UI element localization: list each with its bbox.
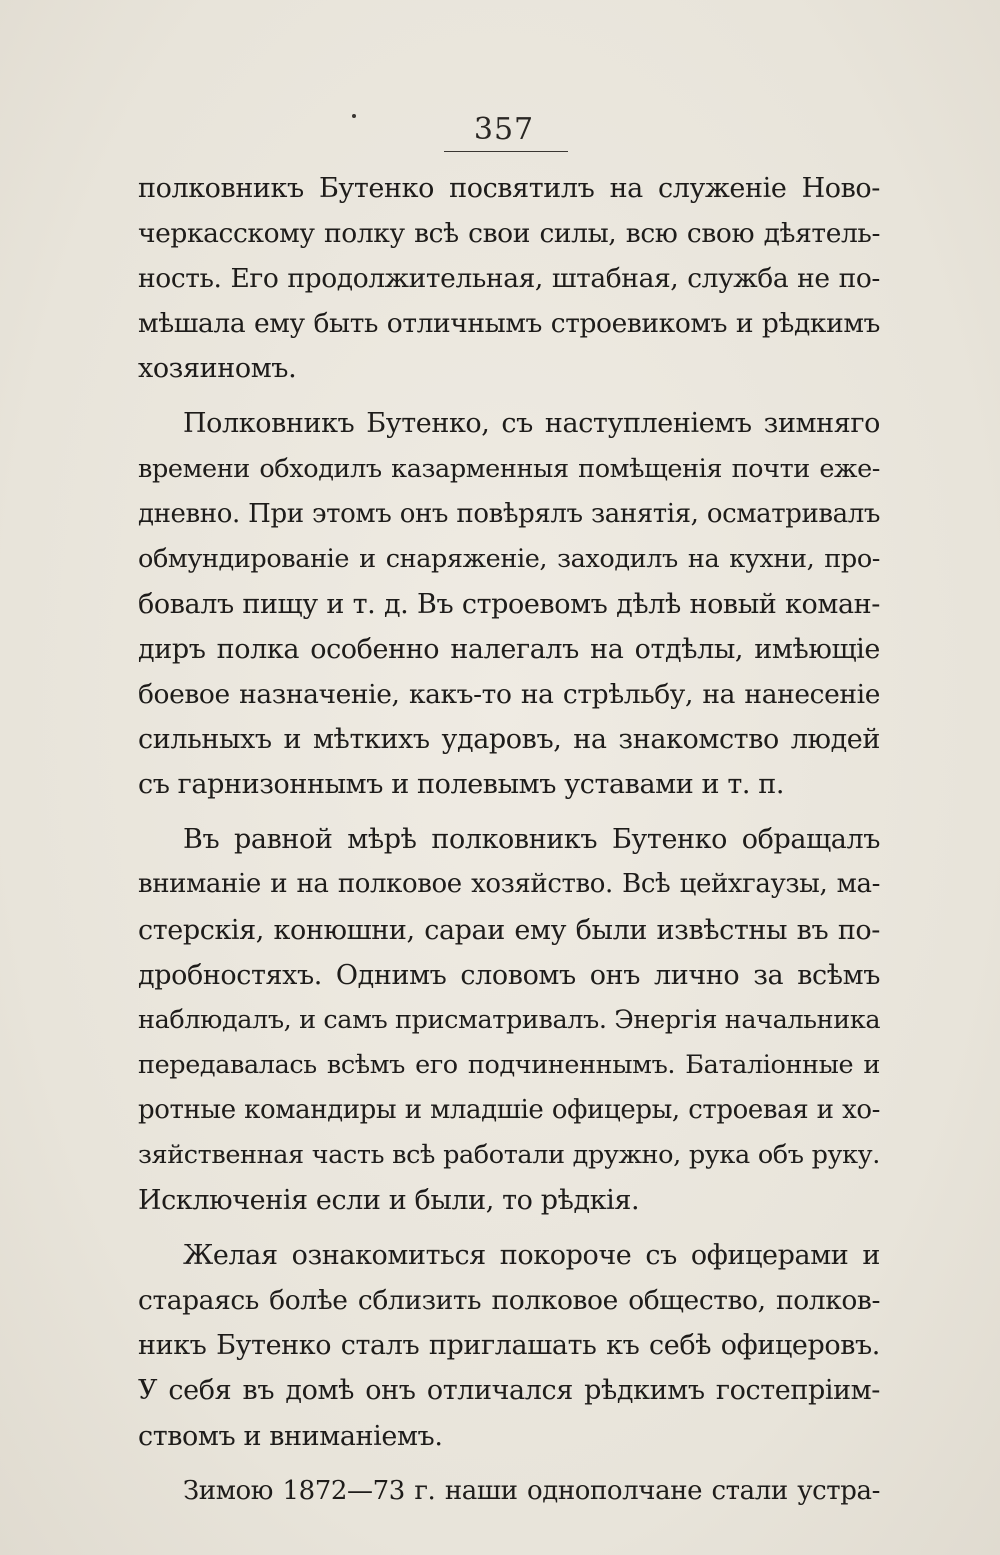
text-line: черкасскому полку всѣ свои силы, всю свою дѣятель- — [138, 218, 880, 250]
text-line: никъ Бутенко сталъ приглашать къ себѣ офицеровъ. — [138, 1330, 880, 1362]
page-number-rule — [444, 151, 568, 152]
text-line: съ гарнизоннымъ и полевымъ уставами и т. п. — [138, 769, 785, 801]
text-line: ствомъ и вниманіемъ. — [138, 1420, 443, 1452]
text-line: бовалъ пищу и т. д. Въ строевомъ дѣлѣ новый коман- — [138, 588, 880, 620]
text-line: диръ полка особенно налегалъ на отдѣлы, имѣющіе — [138, 633, 880, 665]
text-line: Исключенія если и были, то рѣдкія. — [138, 1185, 640, 1217]
paragraph-gap — [138, 391, 880, 401]
paragraph-gap — [138, 807, 880, 817]
text-line: стараясь болѣе сблизить полковое общество, полков- — [138, 1285, 880, 1317]
text-line: вниманіе и на полковое хозяйство. Всѣ цейхгаузы, ма- — [138, 869, 880, 900]
body-text — [138, 166, 880, 1514]
paragraph-gap — [138, 1223, 880, 1233]
text-line: дробностяхъ. Однимъ словомъ онъ лично за всѣмъ — [138, 959, 880, 991]
text-line: боевое назначеніе, какъ-то на стрѣльбу, на нанесеніе — [138, 679, 880, 711]
text-line: ность. Его продолжительная, штабная, служба не по- — [138, 263, 880, 295]
text-line: наблюдалъ, и самъ присматривалъ. Энергія начальника — [138, 1004, 881, 1035]
text-line: сильныхъ и мѣткихъ ударовъ, на знакомство людей — [138, 724, 880, 756]
text-line: полковникъ Бутенко посвятилъ на служеніе Ново- — [138, 173, 880, 204]
text-line: стерскія, конюшни, сараи ему были извѣстны въ по- — [138, 914, 880, 946]
text-line: зяйственная часть всѣ работали дружно, рука объ руку. — [138, 1139, 880, 1170]
text-line: передавалась всѣмъ его подчиненнымъ. Баталіонные и — [138, 1049, 880, 1080]
text-line: Полковникъ Бутенко, съ наступленіемъ зимняго — [183, 408, 880, 440]
text-line: мѣшала ему быть отличнымъ строевикомъ и рѣдкимъ — [138, 308, 880, 340]
text-line: обмундированіе и снаряженіе, заходилъ на кухни, про- — [138, 543, 880, 574]
text-line: хозяиномъ. — [138, 353, 297, 385]
text-line: Въ равной мѣрѣ полковникъ Бутенко обращалъ — [183, 824, 880, 856]
text-line: Зимою 1872—73 г. наши однополчане стали устра- — [183, 1475, 880, 1506]
text-line: времени обходилъ казарменныя помѣщенія почти еже- — [138, 453, 880, 484]
text-line: У себя въ домѣ онъ отличался рѣдкимъ гостепріим- — [138, 1375, 880, 1407]
text-line: Желая ознакомиться покороче съ офицерами и — [183, 1240, 880, 1272]
page-number: 357 — [473, 112, 535, 147]
text-line: ротные командиры и младшіе офицеры, строевая и хо- — [138, 1094, 880, 1125]
text-line: дневно. При этомъ онъ повѣрялъ занятія, осматривалъ — [138, 498, 880, 529]
paragraph-gap — [138, 1459, 880, 1469]
ink-speck — [352, 114, 356, 118]
